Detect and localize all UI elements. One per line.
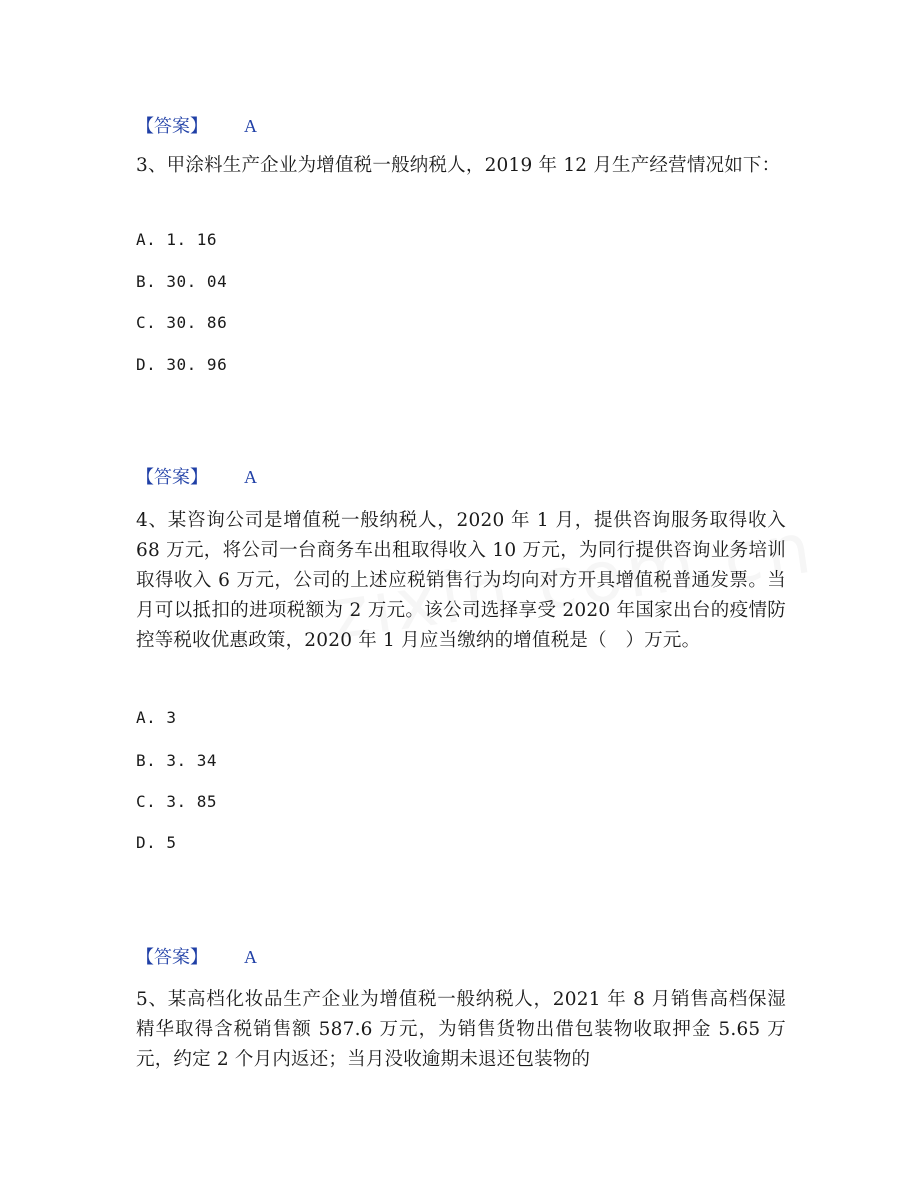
answer-label: 【答案】	[136, 947, 208, 968]
option-b: B. 3. 34	[136, 751, 218, 770]
question-3: 3、甲涂料生产企业为增值税一般纳税人，2019 年 12 月生产经营情况如下：	[136, 155, 781, 176]
option-a: A. 3	[136, 708, 177, 727]
answer-value: A	[244, 947, 257, 967]
option-d: D. 30. 96	[136, 355, 228, 374]
answer-value: A	[244, 467, 257, 487]
answer-label: 【答案】	[136, 116, 208, 137]
option-c: C. 3. 85	[136, 792, 218, 811]
answer-line-3	[136, 943, 257, 969]
question-5: 5、某高档化妆品生产企业为增值税一般纳税人，2021 年 8 月销售高档保湿精华取得含税销售额 587.6 万元，为销售货物出借包装物收取押金 5.65 万元，约定 2 个月内返还；当月没收逾期未退还包装物的	[136, 989, 786, 1070]
answer-label: 【答案】	[136, 467, 208, 488]
option-c: C. 30. 86	[136, 313, 228, 332]
answer-line-2	[136, 463, 257, 489]
option-a: A. 1. 16	[136, 230, 218, 249]
option-d: D. 5	[136, 833, 177, 852]
answer-line-1	[136, 112, 257, 138]
question-4: 4、某咨询公司是增值税一般纳税人，2020 年 1 月，提供咨询服务取得收入 68 万元，将公司一台商务车出租取得收入 10 万元，为同行提供咨询业务培训取得收入 6 万元，公司的上述应税销售行为均向对方开具增值税普通发票。当月可以抵扣的进项税额为 2 万元。该公司选择享受 2020 年国家出台的疫情防控等税收优惠政策，2020 年 1 月应当缴纳的增值税是（ ）万元。	[136, 510, 786, 651]
answer-value: A	[244, 116, 257, 136]
option-b: B. 30. 04	[136, 272, 228, 291]
